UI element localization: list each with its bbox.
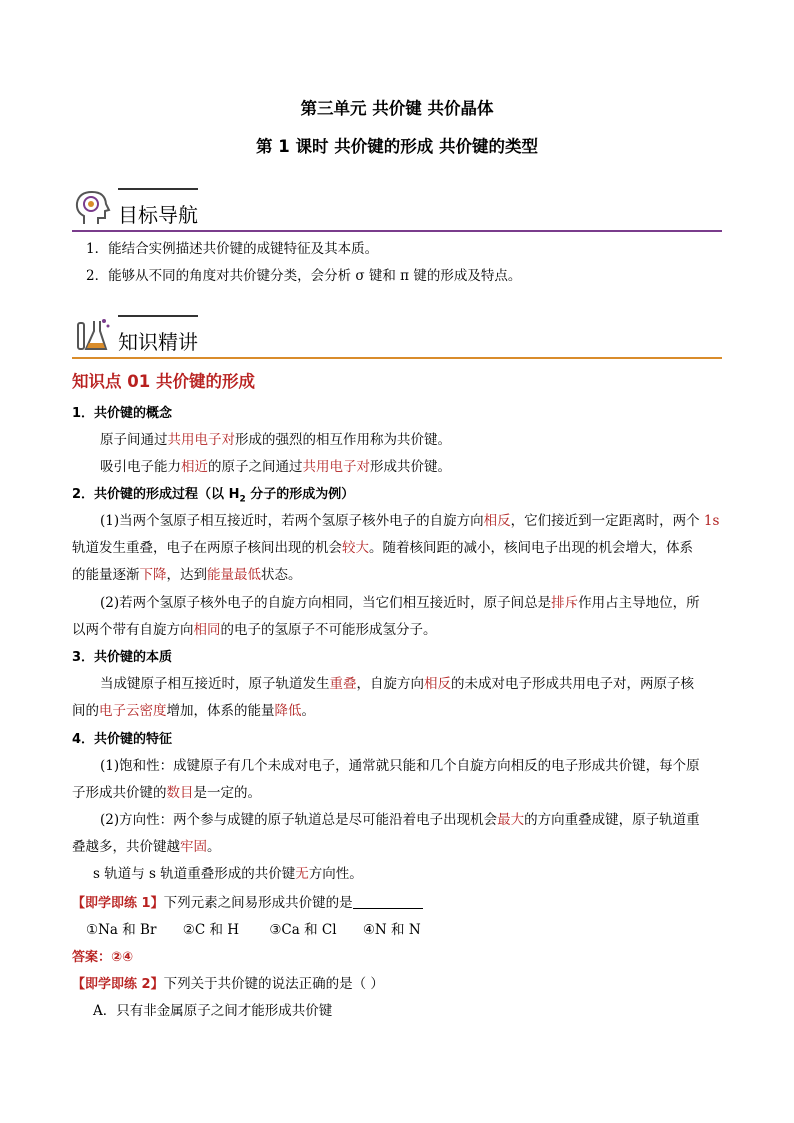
header-top-rule xyxy=(118,188,198,190)
s2-p1-line-2: 轨道发生重叠，电子在两原子核间出现的机会较大。随着核间距的减小，核间电子出现的机会增大，体系 xyxy=(72,540,693,556)
s2-p2-line-2: 以两个带有自旋方向相同的电子的氢原子不可能形成氢分子。 xyxy=(72,622,437,638)
goal-item-1: 1．能结合实例描述共价键的成键特征及其本质。 xyxy=(86,241,379,257)
section-4-title: 4．共价键的特征 xyxy=(72,732,173,747)
s2-p2-line-1: (2)若两个氢原子核外电子的自旋方向相同，当它们相互接近时，原子间总是排斥作用占主导地位，所 xyxy=(100,595,700,611)
section-2-title: 2．共价键的形成过程（以 $H_2$ 分子的形成为例） xyxy=(72,487,355,505)
practice-1-options xyxy=(86,917,736,944)
s3-line-2: 间的电子云密度增加，体系的能量降低。 xyxy=(72,703,315,719)
s4-p1-line-2: 子形成共价键的数目是一定的。 xyxy=(72,785,261,801)
s2-p1-line-1: (1)当两个氢原子相互接近时，若两个氢原子核外电子的自旋方向相反，它们接近到一定距离时，两个 1s xyxy=(100,513,720,529)
s4-p2-line-1: (2)方向性：两个参与成键的原子轨道总是尽可能沿着电子出现机会最大的方向重叠成键，原子轨道重 xyxy=(100,812,700,828)
s4-p1-line-1: (1)饱和性：成键原子有几个未成对电子，通常就只能和几个自旋方向相反的电子形成共价键，每个原 xyxy=(100,758,700,774)
flask-icon xyxy=(72,315,112,355)
option-3: ③Ca 和 Cl xyxy=(269,922,337,938)
practice-2-option-a: A．只有非金属原子之间才能形成共价键 xyxy=(93,1003,333,1019)
document-title: 第三单元 共价键 共价晶体 xyxy=(300,99,494,118)
knowledge-section-header xyxy=(72,315,722,359)
knowledge-heading: 知识精讲 xyxy=(118,330,198,354)
practice-2-question: 【即学即练 2】下列关于共价键的说法正确的是（ ） xyxy=(72,976,384,992)
option-1: ①Na 和 Br xyxy=(86,922,157,938)
s2-p1-line-3: 的能量逐渐下降，达到能量最低状态。 xyxy=(72,567,302,583)
section-1-title: 1．共价键的概念 xyxy=(72,406,173,421)
answer-blank[interactable] xyxy=(353,895,423,909)
option-2: ②C 和 H xyxy=(182,922,240,938)
s1-line-1: 原子间通过共用电子对形成的强烈的相互作用称为共价键。 xyxy=(100,432,451,448)
goals-section-header xyxy=(72,188,722,232)
goal-item-2: 2．能够从不同的角度对共价键分类，会分析 σ 键和 π 键的形成及特点。 xyxy=(86,268,522,284)
section-3-title: 3．共价键的本质 xyxy=(72,650,173,665)
header-top-rule xyxy=(118,315,198,317)
goals-heading: 目标导航 xyxy=(118,203,198,227)
s1-line-2: 吸引电子能力相近的原子之间通过共用电子对形成共价键。 xyxy=(100,459,451,475)
s4-line-3: s 轨道与 s 轨道重叠形成的共价键无方向性。 xyxy=(93,866,363,882)
practice-1-question: 【即学即练 1】下列元素之间易形成共价键的是 xyxy=(72,890,722,917)
head-target-icon xyxy=(72,188,112,228)
goals-underline xyxy=(72,230,722,232)
s4-p2-line-2: 叠越多，共价键越牢固。 xyxy=(72,839,221,855)
option-4: ④N 和 N xyxy=(362,922,421,938)
document-subtitle: 第 1 课时 共价键的形成 共价键的类型 xyxy=(256,137,538,156)
practice-1-tag: 【即学即练 1】 xyxy=(72,896,164,911)
knowledge-underline xyxy=(72,357,722,359)
s3-line-1: 当成键原子相互接近时，原子轨道发生重叠，自旋方向相反的未成对电子形成共用电子对，两原子核 xyxy=(100,676,694,692)
practice-1-answer: 答案：②④ xyxy=(72,950,134,965)
practice-2-tag: 【即学即练 2】 xyxy=(72,977,164,992)
knowledge-point-title: 知识点 01 共价键的形成 xyxy=(72,372,255,391)
